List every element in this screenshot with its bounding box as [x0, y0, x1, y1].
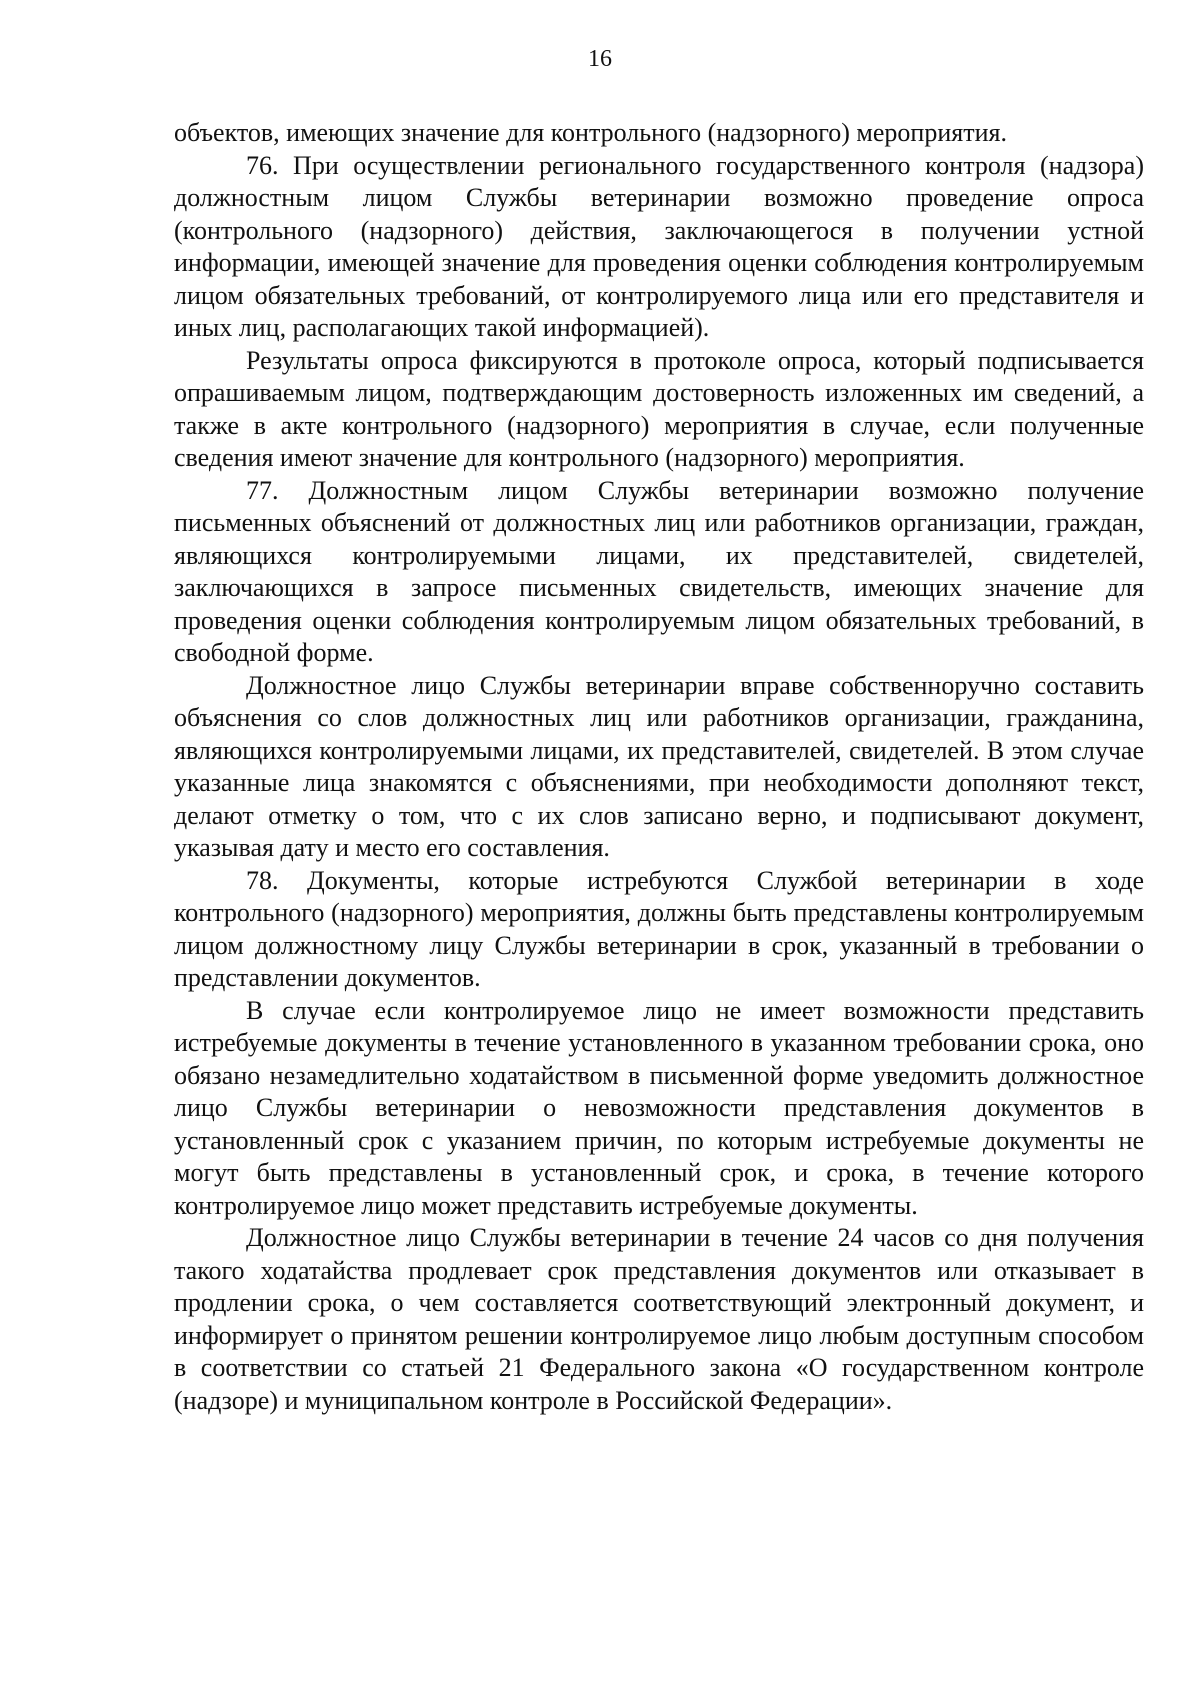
paragraph-continuation: объектов, имеющих значение для контрольного (надзорного) мероприятия.: [174, 118, 1007, 147]
page-number: 16: [588, 46, 612, 72]
document-body: [174, 117, 1144, 1417]
paragraph-76: 76. При осуществлении регионального государственного контроля (надзора) должностным лицом Службы ветеринарии возможно проведение опроса (контрольного (надзорного) действия, заключающегося в получении устной информации, имеющей значение для проведения оценки соблюдения контролируемым лицом обязательных требований, от контролируемого лица или его представителя и иных лиц, располагающих такой информацией).: [174, 150, 1144, 342]
paragraph-extension-decision: Должностное лицо Службы ветеринарии в течение 24 часов со дня получения такого ходатайства продлевает срок представления документов или отказывает в продлении срока, о чем составляется соответствующий электронный документ, и информирует о принятом решении контролируемое лицо любым доступным способом в соответствии со статьей 21 Федерального закона «О государственном контроле (надзоре) и муниципальном контроле в Российской Федерации».: [174, 1223, 1144, 1415]
paragraph-77: 77. Должностным лицом Службы ветеринарии возможно получение письменных объяснений от должностных лиц или работников организации, граждан, являющихся контролируемыми лицами, их представителей, свидетелей, заключающихся в запросе письменных свидетельств, имеющих значение для проведения оценки соблюдения контролируемым лицом обязательных требований, в свободной форме.: [174, 475, 1144, 667]
paragraph-survey-results: Результаты опроса фиксируются в протоколе опроса, который подписывается опрашиваемым лицом, подтверждающим достоверность изложенных им сведений, а также в акте контрольного (надзорного) мероприятия в случае, если полученные сведения имеют значение для контрольного (надзорного) мероприятия.: [174, 345, 1144, 472]
paragraph-78: 78. Документы, которые истребуются Службой ветеринарии в ходе контрольного (надзорного) мероприятия, должны быть представлены контролируемым лицом должностному лицу Службы ветеринарии в срок, указанный в требовании о представлении документов.: [174, 865, 1144, 992]
paragraph-impossibility-notice: В случае если контролируемое лицо не имеет возможности представить истребуемые документы в течение установленного в указанном требовании срока, оно обязано незамедлительно ходатайством в письменной форме уведомить должностное лицо Службы ветеринарии о невозможности представления документов в установленный срок с указанием причин, по которым истребуемые документы не могут быть представлены в установленный срок, и срока, в течение которого контролируемое лицо может представить истребуемые документы.: [174, 995, 1144, 1220]
paragraph-explanations: Должностное лицо Службы ветеринарии вправе собственноручно составить объяснения со слов должностных лиц или работников организации, гражданина, являющихся контролируемыми лицами, их представителей, свидетелей. В этом случае указанные лица знакомятся с объяснениями, при необходимости дополняют текст, делают отметку о том, что с их слов записано верно, и подписывают документ, указывая дату и место его составления.: [174, 670, 1144, 862]
